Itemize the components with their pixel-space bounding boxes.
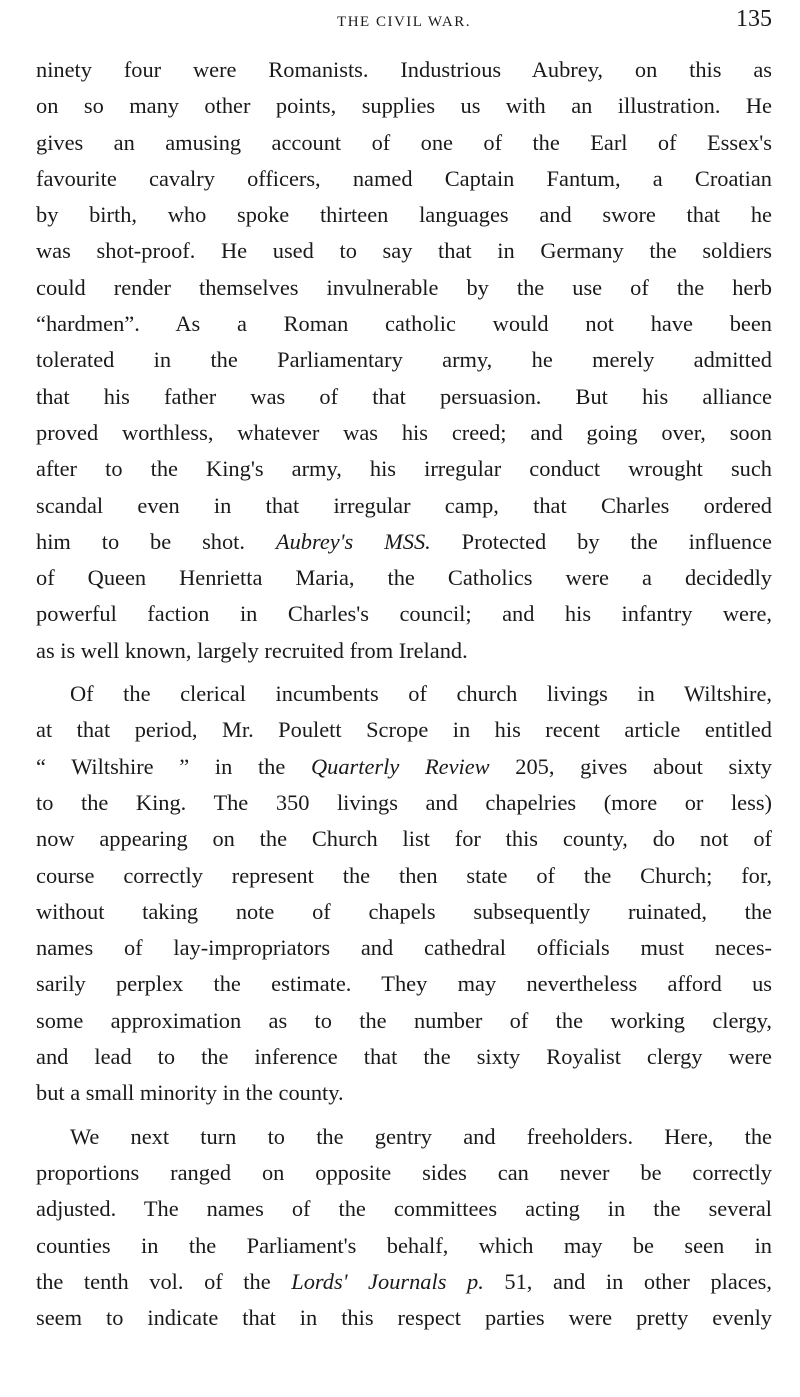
text-line: could render themselves invulnerable by the use of the herb [36, 274, 772, 300]
text-line: names of lay-impropriators and cathedral officials must neces- [36, 935, 772, 961]
citation-italic: Quarterly Review [310, 753, 490, 779]
text-line: of Queen Henrietta Maria, the Catholics were a decidedly [36, 565, 772, 591]
text-run: 51, and in other places, [483, 1268, 772, 1294]
text-line: by birth, who spoke thirteen languages and swore that he [36, 202, 772, 228]
text-line [36, 524, 772, 560]
running-header [36, 0, 772, 52]
text-line: to the King. The 350 livings and chapelries (more or less) [36, 789, 772, 815]
text-line: proved worthless, whatever was his creed; and going over, soon [36, 419, 772, 445]
paragraph [36, 1119, 772, 1337]
text-line: gives an amusing account of one of the Earl of Essex's [36, 129, 772, 155]
text-line: course correctly represent the then state of the Church; for, [36, 862, 772, 888]
text-line: was shot-proof. He used to say that in Germany the soldiers [36, 238, 772, 264]
text-line [36, 749, 772, 785]
text-line: “hardmen”. As a Roman catholic would not have been [36, 311, 772, 337]
paragraph [36, 676, 772, 1112]
text-line: but a small minority in the county. [36, 1080, 344, 1106]
text-run: the tenth vol. of the [36, 1268, 292, 1294]
text-run: him to be shot. [36, 528, 276, 554]
running-title: THE CIVIL WAR. [337, 14, 471, 30]
text-line: Of the clerical incumbents of church livings in Wiltshire, [70, 681, 772, 707]
page-number: 135 [736, 6, 772, 32]
text-line: scandal even in that irregular camp, that Charles ordered [36, 492, 772, 518]
text-line: powerful faction in Charles's council; and his infantry were, [36, 601, 772, 627]
paragraph [36, 52, 772, 669]
text-line: seem to indicate that in this respect parties were pretty evenly [36, 1305, 772, 1331]
text-line: sarily perplex the estimate. They may nevertheless afford us [36, 971, 772, 997]
text-line: on so many other points, supplies us with an illustration. He [36, 93, 772, 119]
text-line: proportions ranged on opposite sides can never be correctly [36, 1159, 772, 1185]
text-line [36, 1264, 772, 1300]
text-line: counties in the Parliament's behalf, which may be seen in [36, 1232, 772, 1258]
text-line: without taking note of chapels subsequently ruinated, the [36, 898, 772, 924]
text-line: some approximation as to the number of the working clergy, [36, 1007, 772, 1033]
book-page [36, 0, 772, 1336]
text-line: tolerated in the Parliamentary army, he merely admitted [36, 347, 772, 373]
text-line: as is well known, largely recruited from Ireland. [36, 637, 468, 663]
citation-italic: Aubrey's MSS. [275, 528, 431, 554]
citation-italic: Lords' Journals p. [291, 1268, 484, 1294]
text-line: We next turn to the gentry and freeholders. Here, the [70, 1123, 772, 1149]
text-line: ninety four were Romanists. Industrious Aubrey, on this as [36, 57, 772, 82]
text-line: after to the King's army, his irregular conduct wrought such [36, 456, 772, 482]
text-line: now appearing on the Church list for this county, do not of [36, 826, 772, 852]
text-line: favourite cavalry officers, named Captain Fantum, a Croatian [36, 165, 772, 191]
text-run: Protected by the influence [430, 528, 772, 554]
text-line: adjusted. The names of the committees acting in the several [36, 1196, 772, 1222]
text-line: and lead to the inference that the sixty Royalist clergy were [36, 1044, 772, 1070]
text-line: at that period, Mr. Poulett Scrope in his recent article entitled [36, 717, 772, 743]
text-line: that his father was of that persuasion. But his alliance [36, 383, 772, 409]
text-run: “ Wiltshire ” in the [36, 753, 311, 779]
text-run: 205, gives about sixty [489, 753, 772, 779]
